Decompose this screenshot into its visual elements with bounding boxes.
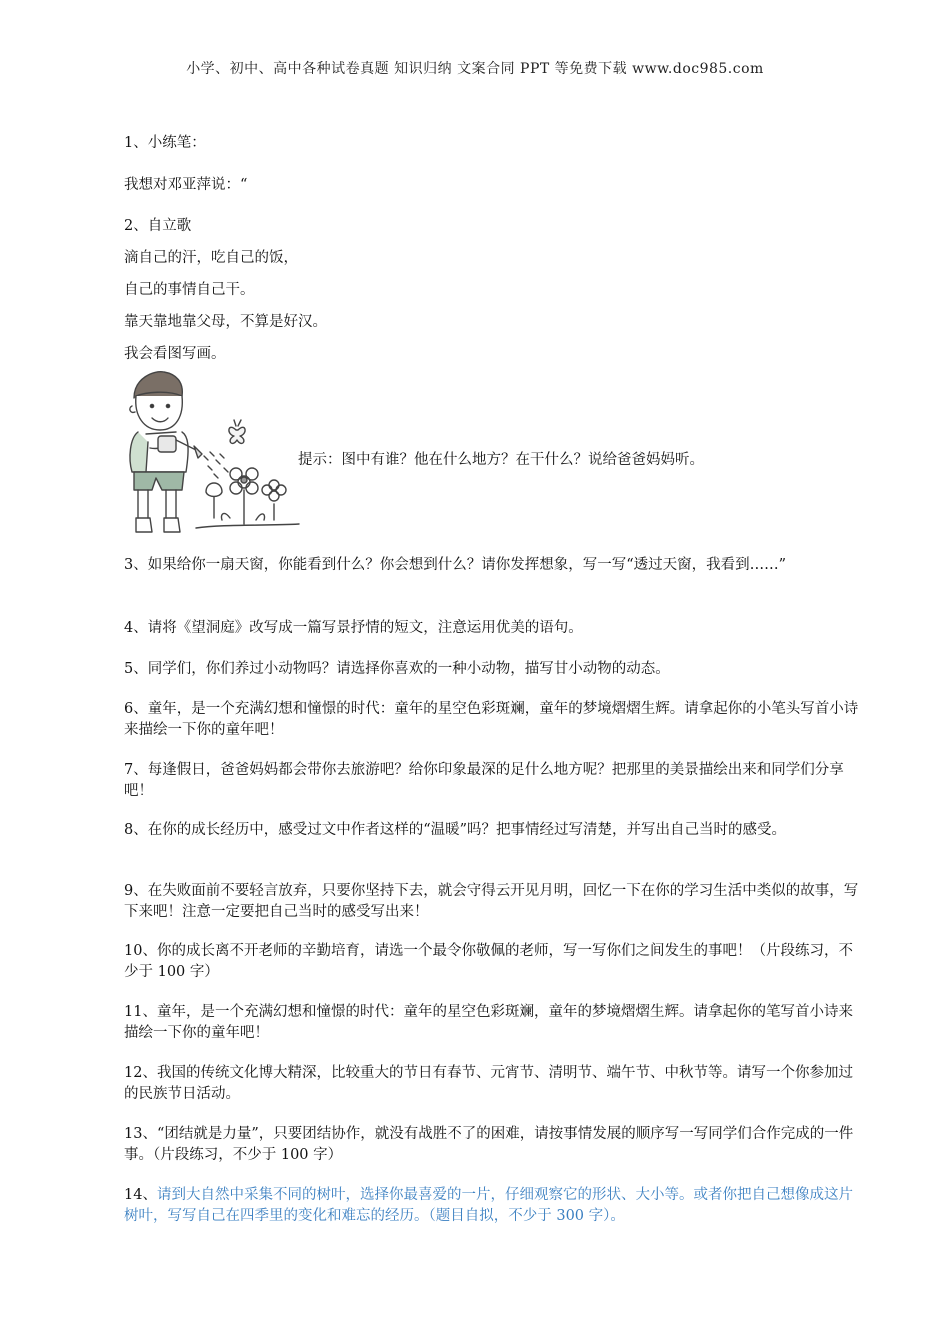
item-10: 10、你的成长离不开老师的辛勤培育，请选一个最令你敬佩的老师，写一写你们之间发生的事吧！（片段练习，不少于 100 字） — [124, 943, 853, 980]
item-2-line-3: 靠天靠地靠父母，不算是好汉。 — [124, 314, 327, 330]
item-2-line-2: 自己的事情自己干。 — [124, 282, 255, 298]
boy-watering-flowers-icon — [124, 368, 304, 540]
item-11: 11、童年，是一个充满幻想和憧憬的时代：童年的星空色彩斑斓，童年的梦境熠熠生辉。请拿起你的笔写首小诗来描绘一下你的童年吧！ — [124, 1004, 853, 1041]
item-3: 3、如果给你一扇天窗，你能看到什么？你会想到什么？请你发挥想象，写一写“透过天窗，我看到……” — [124, 557, 787, 573]
item-9: 9、在失败面前不要轻言放弃，只要你坚持下去，就会守得云开见月明，回忆一下在你的学习生活中类似的故事，写下来吧！注意一定要把自己当时的感受写出来！ — [124, 883, 859, 920]
picture-hint: 提示：图中有谁？他在什么地方？在干什么？说给爸爸妈妈听。 — [298, 452, 704, 468]
item-1-text: 我想对邓亚萍说：“ — [124, 177, 248, 193]
item-8: 8、在你的成长经历中，感受过文中作者这样的“温暖”吗？把事情经过写清楚，并写出自己当时的感受。 — [124, 822, 787, 838]
item-14 — [124, 1185, 864, 1227]
item-1-title: 1、小练笔： — [124, 135, 206, 151]
item-2-line-4: 我会看图写画。 — [124, 346, 226, 362]
item-12: 12、我国的传统文化博大精深，比较重大的节日有春节、元宵节、清明节、端午节、中秋节等。请写一个你参加过的民族节日活动。 — [124, 1065, 853, 1102]
item-14-text: 请到大自然中采集不同的树叶，选择你最喜爱的一片，仔细观察它的形状、大小等。或者你把自己想像成这片树叶，写写自己在四季里的变化和难忘的经历。（题目自拟，不少于 300 字）。 — [124, 1187, 853, 1224]
item-2-title: 2、自立歌 — [124, 218, 192, 234]
item-4: 4、请将《望洞庭》改写成一篇写景抒情的短文，注意运用优美的语句。 — [124, 620, 583, 636]
item-5: 5、同学们，你们养过小动物吗？请选择你喜欢的一种小动物，描写甘小动物的动态。 — [124, 661, 670, 677]
item-7: 7、每逢假日，爸爸妈妈都会带你去旅游吧？给你印象最深的足什么地方呢？把那里的美景描绘出来和同学们分享吧！ — [124, 762, 844, 799]
item-6: 6、童年，是一个充满幻想和憧憬的时代：童年的星空色彩斑斓，童年的梦境熠熠生辉。请拿起你的小笔头写首小诗来描绘一下你的童年吧！ — [124, 701, 859, 738]
item-13: 13、“团结就是力量”，只要团结协作，就没有战胜不了的困难，请按事情发展的顺序写一写同学们合作完成的一件事。（片段练习，不少于 100 字） — [124, 1126, 854, 1163]
item-2-line-1: 滴自己的汗，吃自己的饭， — [124, 250, 298, 266]
page-header: 小学、初中、高中各种试卷真题 知识归纳 文案合同 PPT 等免费下载 www.doc985.com — [186, 61, 764, 77]
item-14-number: 14、 — [124, 1187, 157, 1203]
